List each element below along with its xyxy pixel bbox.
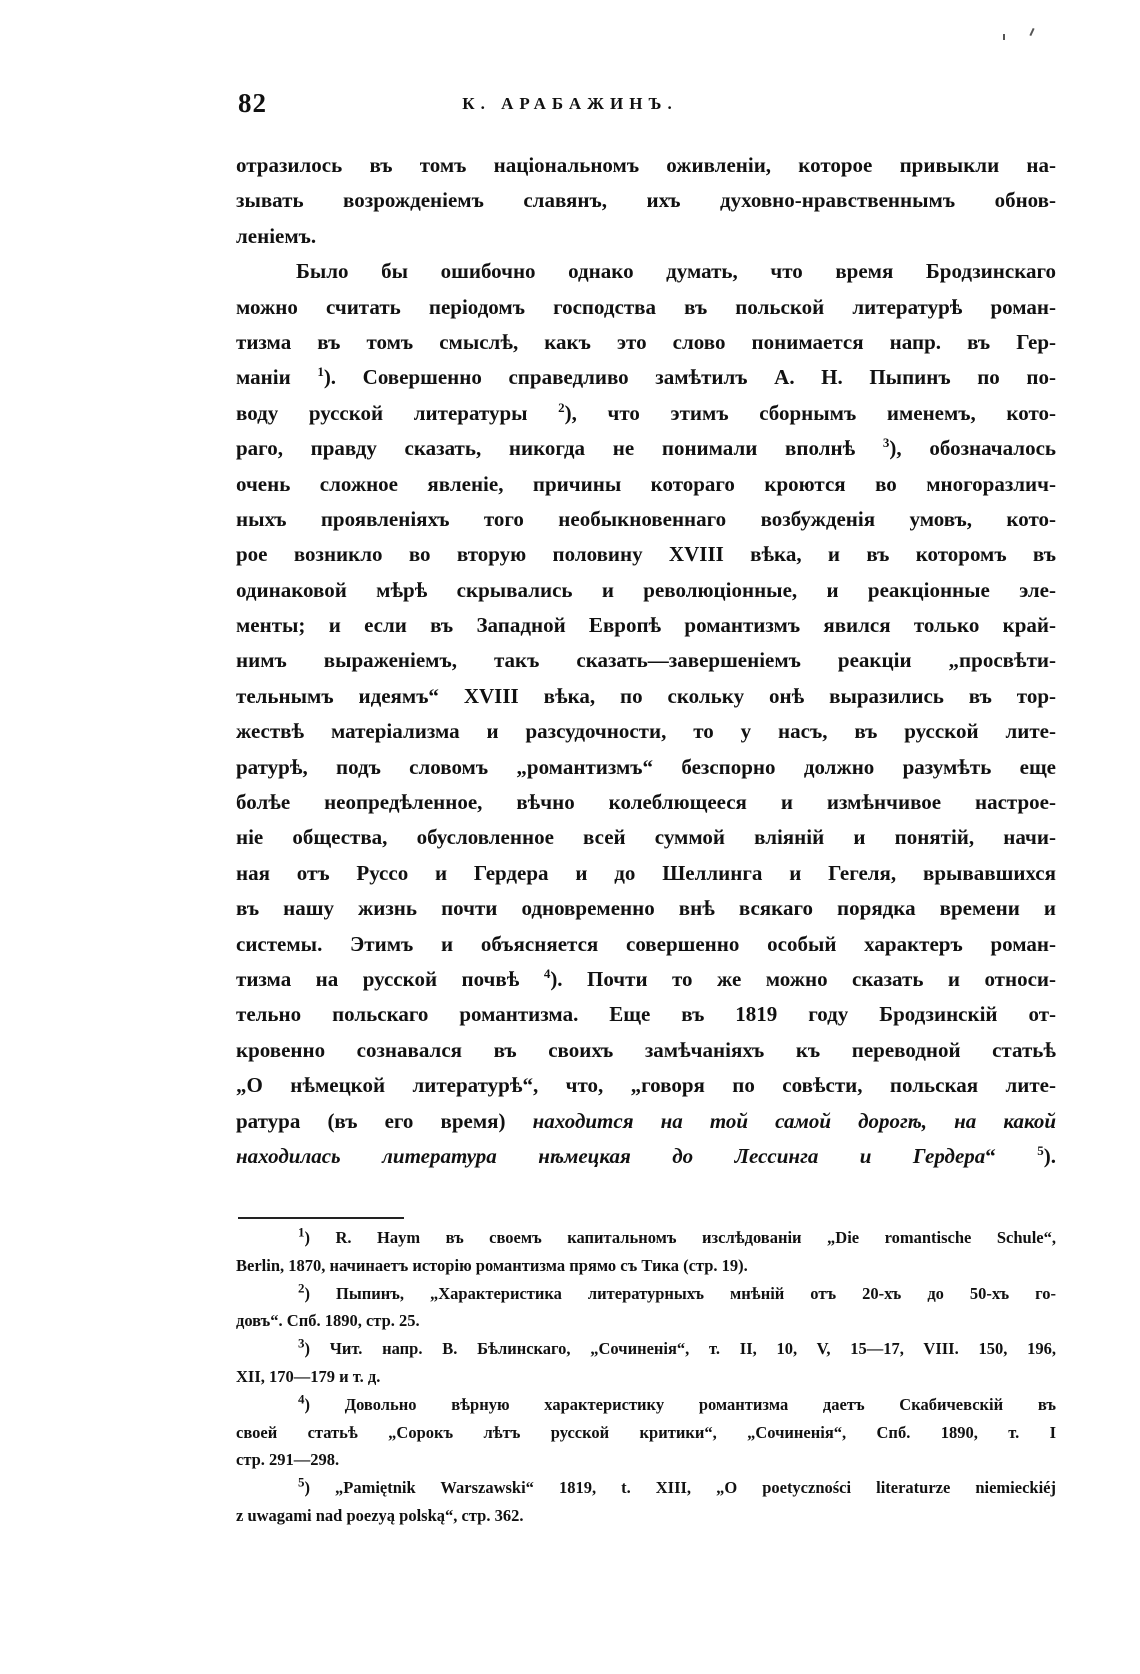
text-line <box>236 1104 1056 1139</box>
footnote-text: ) Довольно вѣрную характеристику романтизма даетъ Скабичевскій въ <box>304 1394 1056 1414</box>
text-line: Было бы ошибочно однако думать, что время Бродзинскаго <box>296 259 1056 284</box>
text-line: системы. Этимъ и объясняется совершенно особый характеръ роман- <box>236 931 1056 956</box>
page-number: 82 <box>238 88 267 118</box>
footnote-1 <box>236 1224 1056 1252</box>
footnote-ref: 1 <box>317 364 324 380</box>
footnote-text: ) R. Наym въ своемъ капитальномъ изслѣдованіи „Die romantische Schule“, <box>304 1228 1056 1247</box>
footnote-3 <box>236 1335 1056 1363</box>
text-line: болѣе неопредѣленное, вѣчно колеблющееся и измѣнчивое настрое- <box>236 790 1056 815</box>
footnote-4-cont: стр. 291—298. <box>236 1450 340 1470</box>
running-head: К. АРАБАЖИНЪ. <box>462 94 678 113</box>
text-line: можно считать періодомъ господства въ польской литературѣ роман- <box>236 294 1056 319</box>
text-line: ніе общества, обусловленное всей суммой вліяній и понятій, начи- <box>236 825 1056 850</box>
footnote-mark: 3 <box>298 1335 305 1351</box>
text-run: ратура (въ его время) <box>236 1108 506 1133</box>
text-run: тизма на русской почвѣ <box>236 966 520 991</box>
footnote-1-cont: Berlin, 1870, начинаетъ исторію романтизма прямо съ Тика (стр. 19). <box>236 1255 748 1275</box>
text-line: одинаковой мѣрѣ скрывались и революціонные, и реакціонные эле- <box>236 577 1056 602</box>
italic-quote: находилась литература нѣмецкая до Лессинга и Гердера <box>236 1143 986 1168</box>
footnote-5 <box>236 1474 1056 1502</box>
text-run: ). Совершенно справедливо замѣтилъ А. Н. Пыпинъ по по- <box>323 365 1056 390</box>
footnote-ref: 3 <box>882 435 890 451</box>
text-run: ), что этимъ сборнымъ именемъ, кото- <box>564 400 1056 425</box>
body-text <box>236 148 1056 1174</box>
text-run: ), обозначалось <box>889 436 1056 461</box>
text-line: тельнымъ идеямъ“ XVIII вѣка, по скольку онѣ выразились въ тор- <box>236 683 1056 708</box>
text-run: воду русской литературы <box>236 400 528 425</box>
text-line: ныхъ проявленіяхъ того необыкновеннаго возбужденія умовъ, кото- <box>236 506 1056 531</box>
text-line <box>236 396 1056 431</box>
text-line: очень сложное явленіе, причины котораго кроются во многоразлич- <box>236 471 1056 496</box>
text-line: леніемъ. <box>236 223 317 248</box>
text-line: кровенно сознавался въ своихъ замѣчаніяхъ къ переводной статьѣ <box>236 1037 1056 1062</box>
footnote-mark: 4 <box>298 1391 305 1407</box>
text-line <box>236 962 1056 997</box>
footnote-mark: 1 <box>298 1224 305 1240</box>
footnote-mark: 2 <box>298 1280 305 1296</box>
footnote-5-cont: z uwagami nad poezyą polską“, стр. 362. <box>236 1505 524 1525</box>
text-line <box>236 431 1056 466</box>
scan-mark <box>1003 34 1005 40</box>
text-run: ). Почти то же можно сказать и относи- <box>550 966 1056 991</box>
footnote-text: ) „Pamiętnik Warszawski“ 1819, t. XIII, „O poetyczności literaturze niemieckiéj <box>304 1478 1056 1498</box>
footnote-3-cont: XII, 170—179 и т. д. <box>236 1366 381 1386</box>
footnote-text: ) Чит. напр. В. Бѣлинскаго, „Сочиненія“, т. II, 10, V, 15—17, VIII. 150, 196, <box>304 1339 1056 1359</box>
footnote-rule <box>238 1217 404 1219</box>
footnotes <box>236 1224 1056 1530</box>
footnote-4-cont: своей статьѣ „Сорокъ лѣтъ русской критики“, „Сочиненія“, Спб. 1890, т. I <box>236 1422 1056 1442</box>
text-line: тельно польскаго романтизма. Еще въ 1819 году Бродзинскій от- <box>236 1002 1056 1027</box>
footnote-ref: 5 <box>1037 1142 1044 1158</box>
footnote-mark: 5 <box>298 1474 305 1490</box>
text-line: отразилось въ томъ національномъ оживленіи, которое привыкли на- <box>236 153 1056 177</box>
text-line: рое возникло во вторую половину XVIII вѣка, и въ которомъ въ <box>236 542 1056 567</box>
text-line: ная отъ Руссо и Гердера и до Шеллинга и Гегеля, врывавшихся <box>236 860 1056 885</box>
text-run: “ <box>985 1143 996 1168</box>
footnote-2 <box>236 1280 1056 1308</box>
scan-mark <box>1029 28 1034 36</box>
footnote-ref: 2 <box>558 399 565 415</box>
footnote-ref: 4 <box>543 965 551 981</box>
footnote-text: ) Пыпинъ, „Характеристика литературныхъ мнѣній отъ 20-хъ до 50-хъ го- <box>304 1283 1056 1303</box>
text-line: въ нашу жизнь почти одновременно внѣ всякаго порядка времени и <box>236 896 1056 921</box>
footnote-4 <box>236 1391 1056 1419</box>
footnote-2-cont: довъ“. Спб. 1890, стр. 25. <box>236 1311 420 1331</box>
text-line <box>236 1139 1056 1174</box>
text-line: менты; и если въ Западной Европѣ романтизмъ явился только край- <box>236 613 1056 638</box>
text-line: тизма въ томъ смыслѣ, какъ это слово понимается напр. въ Гер- <box>236 329 1056 354</box>
text-line: жествѣ матеріализма и разсудочности, то у насъ, въ русской лите- <box>236 719 1056 744</box>
text-line: зывать возрожденіемъ славянъ, ихъ духовно-нравственнымъ обнов- <box>236 188 1056 213</box>
text-run: маніи <box>236 365 291 390</box>
text-line: „О нѣмецкой литературѣ“, что, „говоря по совѣсти, польская лите- <box>236 1073 1056 1098</box>
text-run: раго, правду сказать, никогда не понимали вполнѣ <box>236 436 856 461</box>
text-line <box>236 360 1056 395</box>
text-line: ратурѣ, подъ словомъ „романтизмъ“ безспорно должно разумѣть еще <box>236 754 1056 779</box>
italic-quote: находится на той самой дорогѣ, на какой <box>532 1108 1056 1133</box>
text-run: ). <box>1043 1143 1056 1168</box>
text-line: нимъ выраженіемъ, такъ сказать—завершеніемъ реакціи „просвѣти- <box>236 648 1056 673</box>
